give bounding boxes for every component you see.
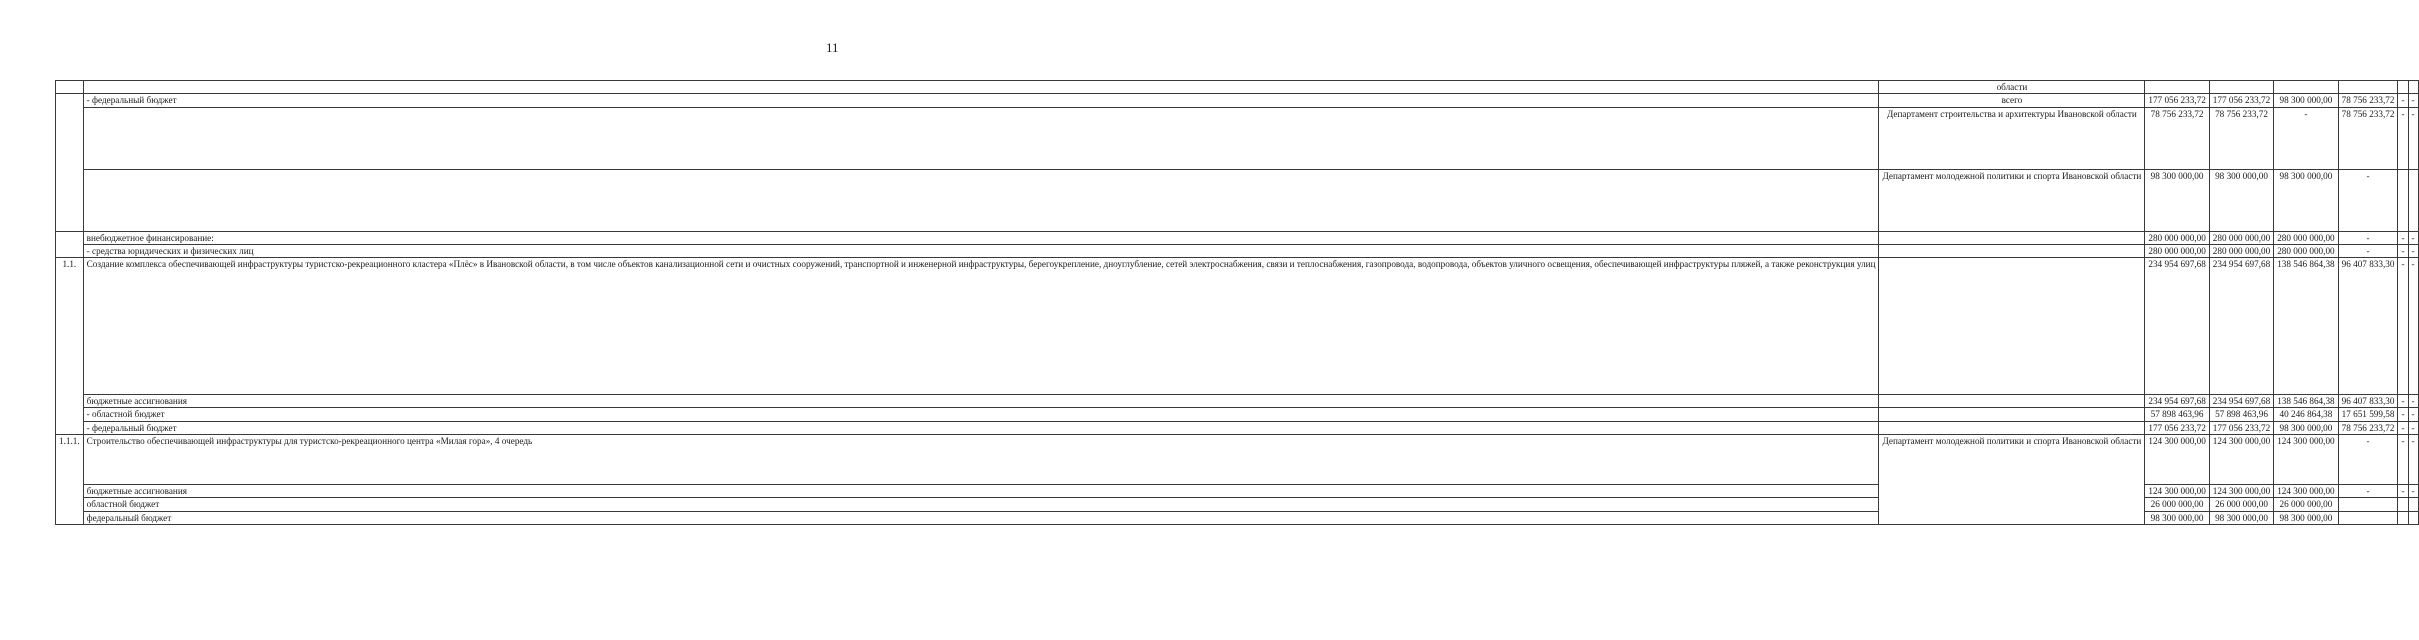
table-row <box>56 258 2419 395</box>
cell-2019: 78 756 233,72 <box>2209 107 2273 169</box>
cell-2023: - <box>2408 94 2418 107</box>
row-executor: Департамент строительства и архитектуры Ивановской области <box>1879 107 2145 169</box>
cell-2022: - <box>2398 485 2408 498</box>
cell-2022 <box>2398 511 2408 524</box>
row-name: бюджетные ассигнования <box>83 395 1879 408</box>
cell-total: 234 954 697,68 <box>2145 258 2209 395</box>
cell-2019 <box>2209 81 2273 94</box>
cell-2023: - <box>2408 485 2418 498</box>
table-row <box>56 81 2419 94</box>
cell-total: 124 300 000,00 <box>2145 485 2209 498</box>
cell-2020: 98 300 000,00 <box>2274 511 2338 524</box>
table-row <box>56 395 2419 408</box>
table-row <box>56 421 2419 434</box>
cell-total: 280 000 000,00 <box>2145 244 2209 257</box>
cell-2020: 98 300 000,00 <box>2274 94 2338 107</box>
row-executor: Департамент молодежной политики и спорта Ивановской области <box>1879 169 2145 231</box>
cell-2019: 177 056 233,72 <box>2209 94 2273 107</box>
cell-2019: 26 000 000,00 <box>2209 498 2273 511</box>
cell-2023: - <box>2408 421 2418 434</box>
table-row <box>56 408 2419 421</box>
cell-2020: 138 546 864,38 <box>2274 395 2338 408</box>
row-name <box>83 107 1879 169</box>
row-executor <box>1879 258 2145 395</box>
row-executor <box>1879 421 2145 434</box>
cell-2022: - <box>2398 421 2408 434</box>
cell-2021 <box>2338 81 2398 94</box>
row-name: областной бюджет <box>83 498 1879 511</box>
budget-table <box>55 80 2419 525</box>
row-executor: всего <box>1879 94 2145 107</box>
cell-2022 <box>2398 81 2408 94</box>
row-name: - средства юридических и физических лиц <box>83 244 1879 257</box>
cell-total: 98 300 000,00 <box>2145 511 2209 524</box>
cell-total: 234 954 697,68 <box>2145 395 2209 408</box>
cell-2022: - <box>2398 94 2408 107</box>
row-code <box>56 231 84 258</box>
cell-2021: - <box>2338 435 2398 485</box>
cell-2022: - <box>2398 408 2408 421</box>
cell-total: 177 056 233,72 <box>2145 94 2209 107</box>
row-executor <box>1879 231 2145 244</box>
cell-2019: 98 300 000,00 <box>2209 169 2273 231</box>
cell-2019: 124 300 000,00 <box>2209 485 2273 498</box>
row-name: бюджетные ассигнования <box>83 485 1879 498</box>
cell-2021: - <box>2338 244 2398 257</box>
row-executor: области <box>1879 81 2145 94</box>
row-name <box>83 81 1879 94</box>
row-code <box>56 94 84 231</box>
cell-total: 280 000 000,00 <box>2145 231 2209 244</box>
row-name <box>83 169 1879 231</box>
cell-2021: - <box>2338 169 2398 231</box>
cell-2019: 124 300 000,00 <box>2209 435 2273 485</box>
row-executor <box>1879 244 2145 257</box>
table-row <box>56 244 2419 257</box>
cell-2019: 234 954 697,68 <box>2209 395 2273 408</box>
cell-2022: - <box>2398 107 2408 169</box>
row-executor: Департамент молодежной политики и спорта Ивановской области <box>1879 435 2145 525</box>
row-executor <box>1879 395 2145 408</box>
cell-total: 98 300 000,00 <box>2145 169 2209 231</box>
cell-2022: - <box>2398 231 2408 244</box>
cell-2021: 78 756 233,72 <box>2338 421 2398 434</box>
cell-total: 26 000 000,00 <box>2145 498 2209 511</box>
cell-2021: 78 756 233,72 <box>2338 107 2398 169</box>
row-name: Строительство обеспечивающей инфраструктуры для туристско-рекреационного центра «Милая гора», 4 очередь <box>83 435 1879 485</box>
cell-2021: - <box>2338 485 2398 498</box>
cell-2023: - <box>2408 395 2418 408</box>
cell-2021: 96 407 833,30 <box>2338 258 2398 395</box>
cell-2023 <box>2408 498 2418 511</box>
row-code <box>56 81 84 94</box>
cell-2021 <box>2338 498 2398 511</box>
cell-total <box>2145 81 2209 94</box>
cell-total: 57 898 463,96 <box>2145 408 2209 421</box>
cell-2023: - <box>2408 258 2418 395</box>
cell-2020: 40 246 864,38 <box>2274 408 2338 421</box>
cell-2023 <box>2408 511 2418 524</box>
cell-total: 177 056 233,72 <box>2145 421 2209 434</box>
cell-2023: - <box>2408 435 2418 485</box>
row-code: 1.1. <box>56 258 84 435</box>
cell-2023: - <box>2408 231 2418 244</box>
cell-2023: - <box>2408 408 2418 421</box>
cell-2021 <box>2338 511 2398 524</box>
cell-total: 78 756 233,72 <box>2145 107 2209 169</box>
cell-2023 <box>2408 81 2418 94</box>
cell-2020: 280 000 000,00 <box>2274 244 2338 257</box>
cell-2022: - <box>2398 244 2408 257</box>
row-name: Создание комплекса обеспечивающей инфраструктуры туристско-рекреационного кластера «Плёс» в Ивановской области, в том числе объектов канализационной сети и очистных сооружений, транспортной и инженерной инфраструктуры, берегоукрепление, дноуглубление, сетей электроснабжения, связи и теплоснабжения, газопровода, водопровода, объектов уличного освещения, обеспечивающей инфраструктуры пляжей, а также реконструкция улиц <box>83 258 1879 395</box>
row-name: внебюджетное финансирование: <box>83 231 1879 244</box>
cell-2020 <box>2274 81 2338 94</box>
cell-2022 <box>2398 498 2408 511</box>
cell-2020: 124 300 000,00 <box>2274 435 2338 485</box>
page-number: 11 <box>826 40 839 55</box>
cell-2021: 78 756 233,72 <box>2338 94 2398 107</box>
table-row <box>56 169 2419 231</box>
cell-2020: 138 546 864,38 <box>2274 258 2338 395</box>
table-row <box>56 231 2419 244</box>
cell-2020: 280 000 000,00 <box>2274 231 2338 244</box>
cell-2019: 98 300 000,00 <box>2209 511 2273 524</box>
table-row <box>56 435 2419 485</box>
cell-2023: - <box>2408 107 2418 169</box>
cell-2020: 26 000 000,00 <box>2274 498 2338 511</box>
row-name: федеральный бюджет <box>83 511 1879 524</box>
row-name: - областной бюджет <box>83 408 1879 421</box>
row-code: 1.1.1. <box>56 435 84 525</box>
cell-2019: 177 056 233,72 <box>2209 421 2273 434</box>
cell-2023 <box>2408 169 2418 231</box>
cell-2022: - <box>2398 435 2408 485</box>
cell-2021: 96 407 833,30 <box>2338 395 2398 408</box>
cell-2021: - <box>2338 231 2398 244</box>
cell-2019: 280 000 000,00 <box>2209 231 2273 244</box>
cell-2022: - <box>2398 395 2408 408</box>
cell-2021: 17 651 599,58 <box>2338 408 2398 421</box>
cell-2022: - <box>2398 258 2408 395</box>
row-name: - федеральный бюджет <box>83 94 1879 107</box>
cell-2020: 98 300 000,00 <box>2274 169 2338 231</box>
cell-2020: - <box>2274 107 2338 169</box>
cell-2023: - <box>2408 244 2418 257</box>
row-executor <box>1879 408 2145 421</box>
cell-2022 <box>2398 169 2408 231</box>
table-row <box>56 94 2419 107</box>
cell-2019: 234 954 697,68 <box>2209 258 2273 395</box>
cell-2020: 124 300 000,00 <box>2274 485 2338 498</box>
row-name: - федеральный бюджет <box>83 421 1879 434</box>
cell-total: 124 300 000,00 <box>2145 435 2209 485</box>
cell-2019: 57 898 463,96 <box>2209 408 2273 421</box>
table-row <box>56 107 2419 169</box>
cell-2019: 280 000 000,00 <box>2209 244 2273 257</box>
cell-2020: 98 300 000,00 <box>2274 421 2338 434</box>
